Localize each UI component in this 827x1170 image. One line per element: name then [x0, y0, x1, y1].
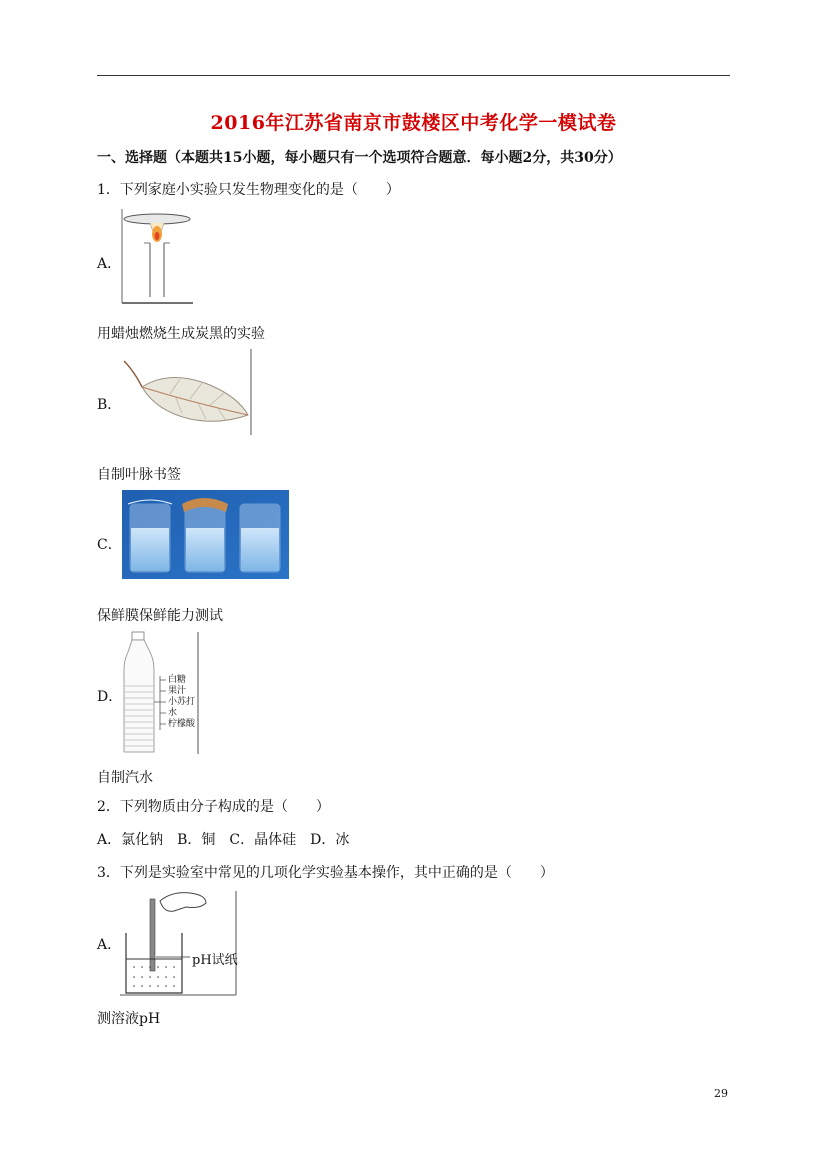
option-b-letter: B． [97, 397, 122, 413]
option-d-caption: 自制汽水 [97, 770, 153, 786]
page-title: 2016年江苏省南京市鼓楼区中考化学一模试卷 [210, 112, 617, 134]
question-1-stem: 1．下列家庭小实验只发生物理变化的是（ ） [97, 182, 400, 198]
candle-figure [120, 207, 195, 305]
option-c-letter: C． [97, 537, 122, 553]
bottle-label-5: 柠檬酸 [168, 719, 196, 729]
page-number: 29 [714, 1087, 728, 1100]
option-d-letter: D． [97, 689, 123, 705]
bottle-label-4: 水 [168, 708, 178, 718]
option-b-caption: 自制叶脉书签 [97, 467, 181, 483]
beakers-figure [122, 490, 289, 579]
option-c-caption: 保鲜膜保鲜能力测试 [97, 608, 223, 624]
question-3-stem: 3．下列是实验室中常见的几项化学实验基本操作，其中正确的是（ ） [97, 865, 554, 881]
bottle-label-2: 果汁 [168, 686, 187, 696]
bottle-label-3: 小苏打 [168, 697, 196, 707]
bottle-label-1: 白糖 [168, 675, 187, 685]
question-2-options: A．氯化钠 B．铜 C．晶体硅 D．冰 [97, 832, 350, 848]
option-a-caption: 用蜡烛燃烧生成炭黑的实验 [97, 326, 265, 342]
question-2-stem: 2．下列物质由分子构成的是（ ） [97, 799, 330, 815]
section-heading: 一、选择题（本题共15小题，每小题只有一个选项符合题意．每小题2分，共30分） [97, 150, 622, 166]
ph-test-figure [120, 889, 238, 997]
header-rule [97, 75, 730, 76]
bottle-labels [168, 675, 195, 730]
ph-paper-label: pH试纸 [192, 953, 238, 968]
option-a-letter: A． [97, 256, 122, 272]
option-3a-letter: A． [97, 937, 122, 953]
option-3a-caption: 测溶液pH [97, 1011, 161, 1027]
leaf-figure [120, 347, 254, 437]
